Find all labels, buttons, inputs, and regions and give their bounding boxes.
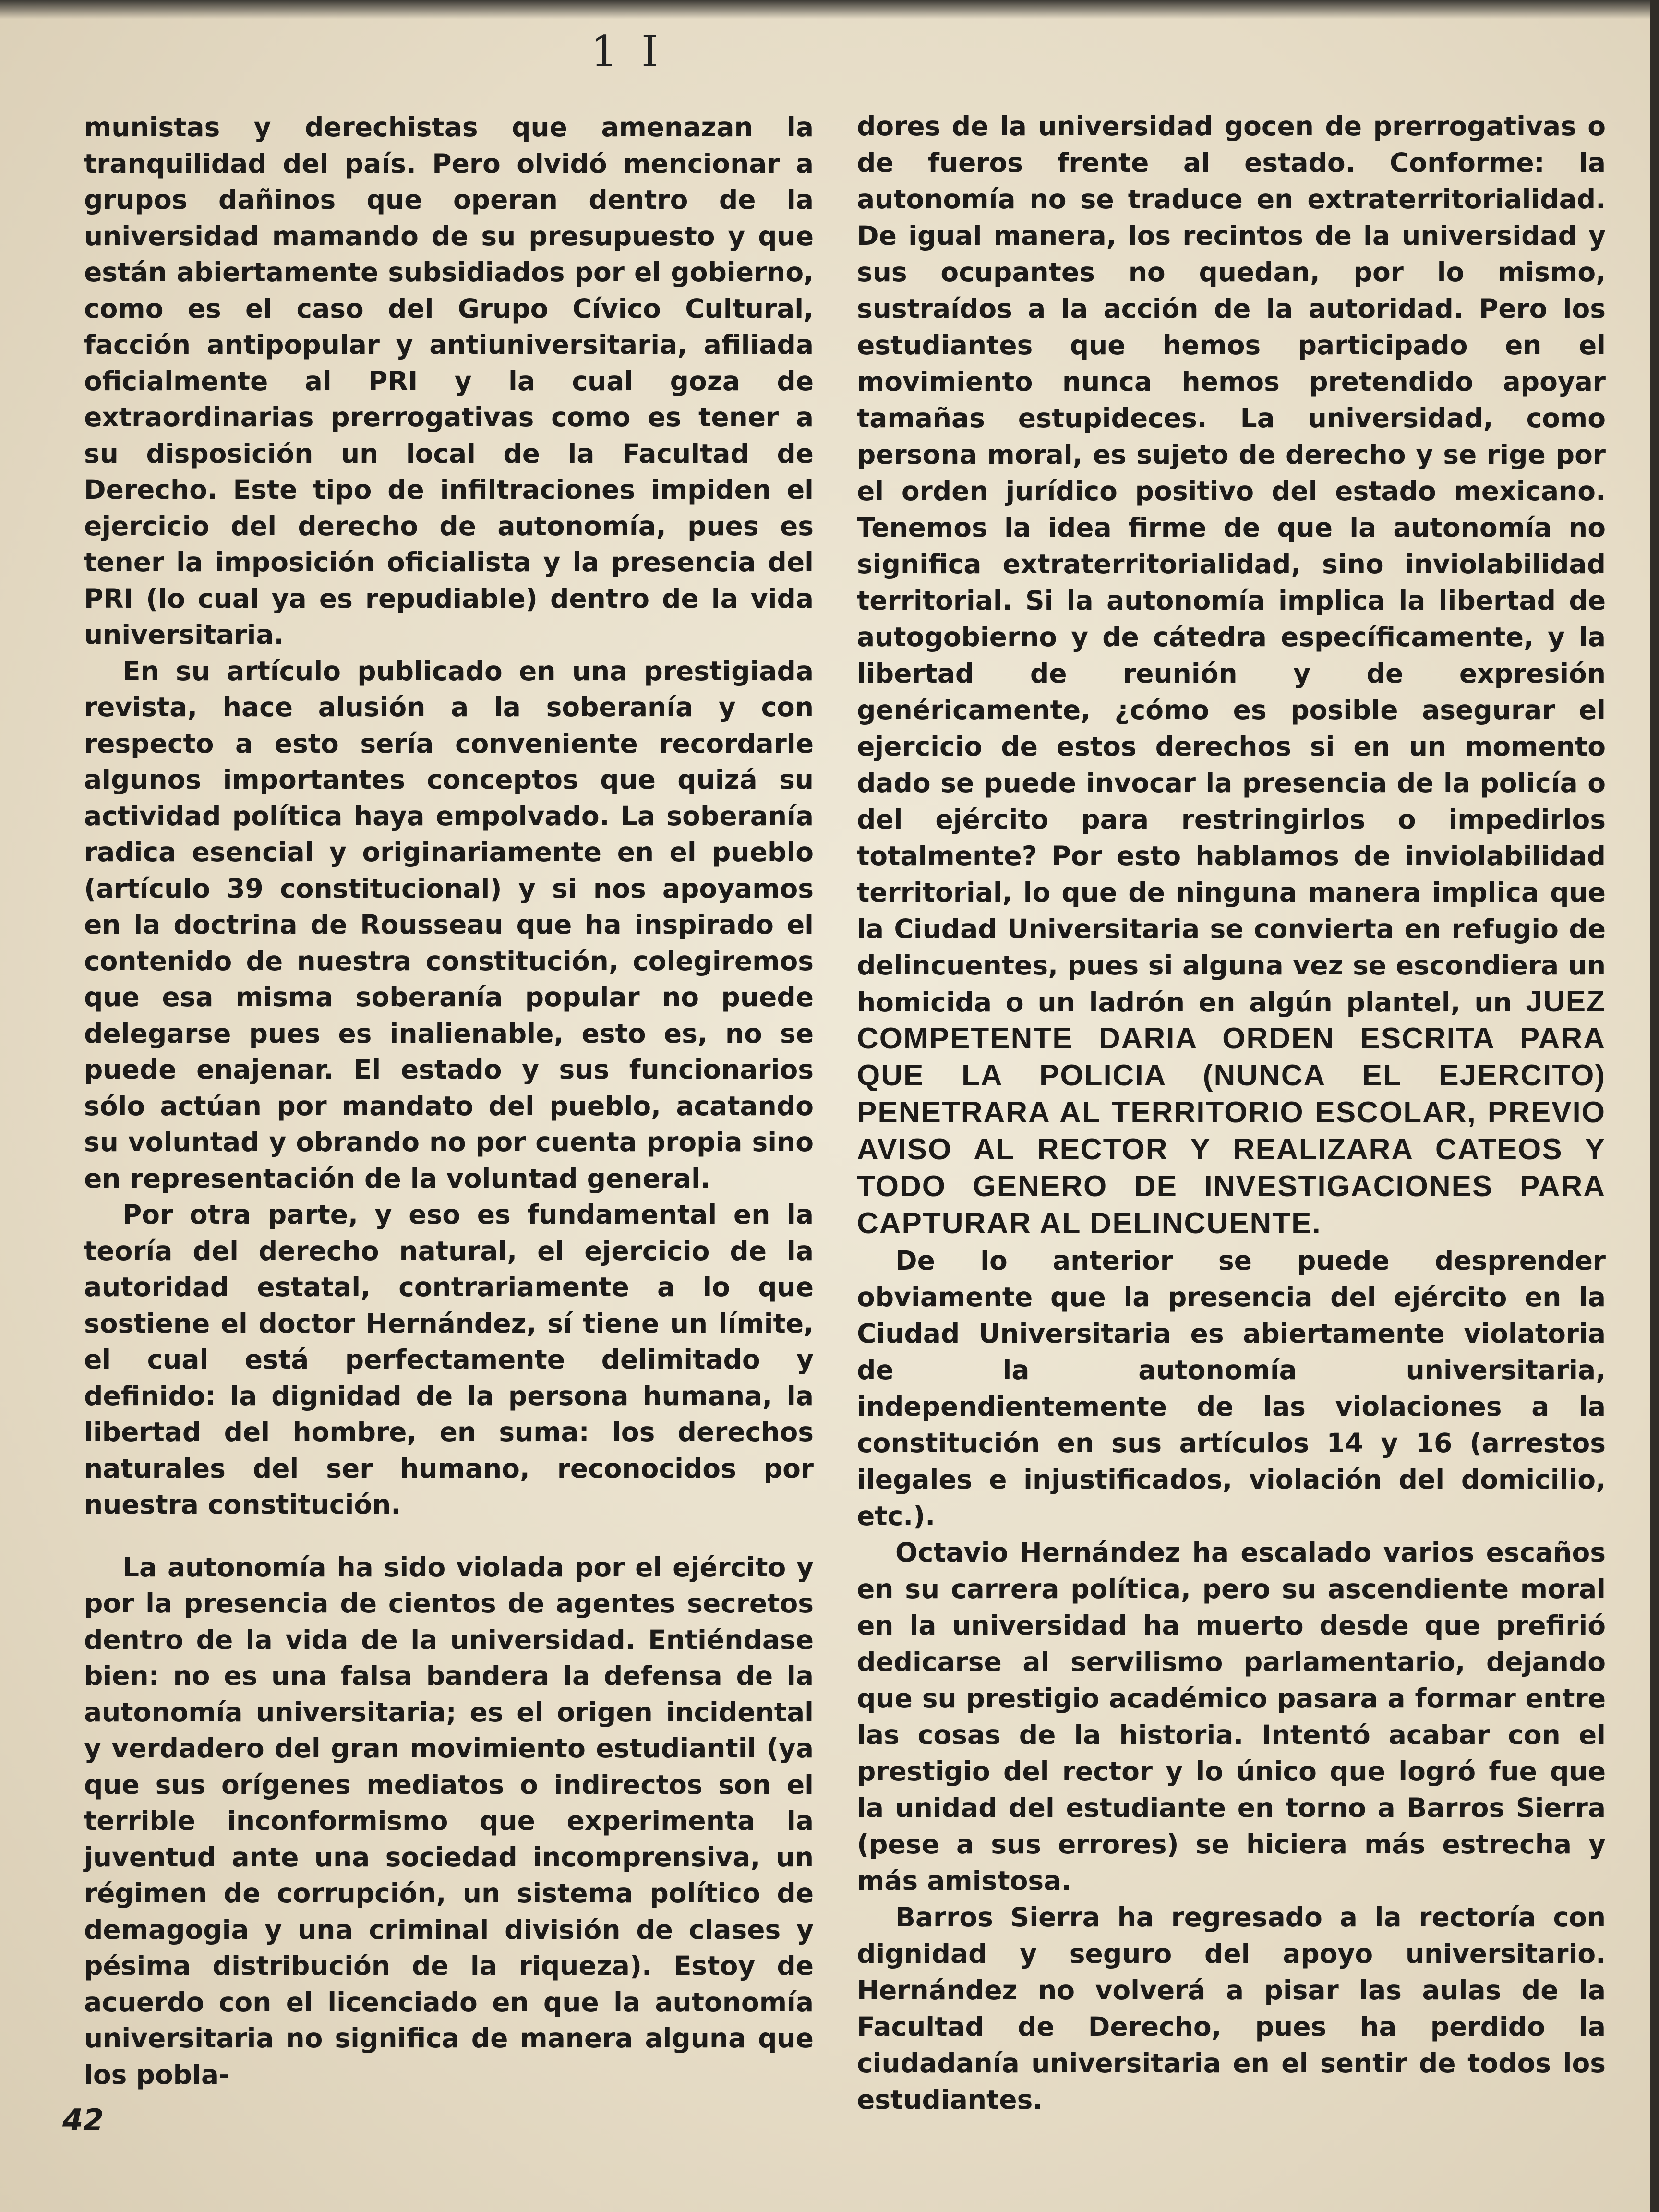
page-top-shadow xyxy=(0,0,1659,19)
right-paragraph-1 xyxy=(857,108,1606,1242)
right-column xyxy=(857,108,1606,2118)
page-edge xyxy=(1650,0,1659,2212)
page-number: 42 xyxy=(62,2103,104,2138)
right-paragraph-1-text: dores de la universidad gocen de prerrogativas o de fueros frente al estado. Conforme: la autonomía no se traduce en extraterritorialidad. De igual manera, los recintos de la universidad y sus ocupantes no quedan, por lo mismo, sustraídos a la acción de la autoridad. Pero los estudiantes que hemos participado en el movimiento nunca hemos pretendido apoyar tamañas estupideces. La universidad, como persona moral, es sujeto de derecho y se rige por el orden jurídico positivo del estado mexicano. Tenemos la idea firme de que la autonomía no significa extraterritorialidad, sino inviolabilidad territorial. Si la autonomía implica la libertad de autogobierno y de cátedra específicamente, y la libertad de reunión y de expresión genéricamente, ¿cómo es posible asegurar el ejercicio de estos derechos si en un momento dado se puede invocar la presencia de la policía o del ejército para restringirlos o impedirlos totalmente? Por esto hablamos de inviolabilidad territorial, lo que de ninguna manera implica que la Ciudad Universitaria se convierta en refugio de delincuentes, pues si alguna vez se escondiera un homicida o un ladrón en algún plantel, un xyxy=(857,111,1606,1018)
left-paragraph-3: Por otra parte, y eso es fundamental en la teoría del derecho natural, el ejercicio de la autoridad estatal, contrariamente a lo que sostiene el doctor Hernández, sí tiene un límite, el cual está perfectamente delimitado y definido: la dignidad de la persona humana, la libertad del hombre, en suma: los derechos naturales del ser humano, reconocidos por nuestra constitución. xyxy=(84,1199,814,1520)
left-paragraph-4: La autonomía ha sido violada por el ejército y por la presencia de cientos de agentes secretos dentro de la vida de la universidad. Entiéndase bien: no es una falsa bandera la defensa de la autonomía universitaria; es el origen incidental y verdadero del gran movimiento estudiantil (ya que sus orígenes mediatos o indirectos son el terrible inconformismo que experimenta la juventud ante una sociedad incomprensiva, un régimen de corrupción, un sistema político de demagogia y una criminal división de clases y pésima distribución de la riqueza). Estoy de acuerdo con el licenciado en que la autonomía universitaria no significa de manera alguna que los pobla- xyxy=(84,1551,814,2090)
right-paragraph-2: De lo anterior se puede desprender obviamente que la presencia del ejército en la Ciudad Universitaria es abiertamente violatoria de la autonomía universitaria, independientemente de las violaciones a la constitución en sus artículos 14 y 16 (arrestos ilegales e injustificados, violación del domicilio, etc.). xyxy=(857,1245,1606,1531)
right-paragraph-1-caps: JUEZ COMPETENTE DARIA ORDEN ESCRITA PARA QUE LA POLICIA (NUNCA EL EJERCITO) PENETRARA AL TERRITORIO ESCOLAR, PREVIO AVISO AL RECTOR Y REALIZARA CATEOS Y TODO GENERO DE INVESTIGACIONES PARA CAPTURAR AL DELINCUENTE. xyxy=(857,985,1606,1240)
header-mark: 1 I xyxy=(590,26,663,77)
left-column xyxy=(84,109,814,2093)
left-paragraph-1: munistas y derechistas que amenazan la tranquilidad del país. Pero olvidó mencionar a grupos dañinos que operan dentro de la universidad mamando de su presupuesto y que están abiertamente subsidiados por el gobierno, como es el caso del Grupo Cívico Cultural, facción antipopular y antiuniversitaria, afiliada oficialmente al PRI y la cual goza de extraordinarias prerrogativas como es tener a su disposición un local de la Facultad de Derecho. Este tipo de infiltraciones impiden el ejercicio del derecho de autonomía, pues es tener la imposición oficialista y la presencia del PRI (lo cual ya es repudiable) dentro de la vida universitaria. xyxy=(84,112,814,650)
right-paragraph-3: Octavio Hernández ha escalado varios escaños en su carrera política, pero su ascendiente moral en la universidad ha muerto desde que prefirió dedicarse al servilismo parlamentario, dejando que su prestigio académico pasara a formar entre las cosas de la historia. Intentó acabar con el prestigio del rector y lo único que logró fue que la unidad del estudiante en torno a Barros Sierra (pese a sus errores) se hiciera más estrecha y más amistosa. xyxy=(857,1537,1606,1896)
right-paragraph-4: Barros Sierra ha regresado a la rectoría con dignidad y seguro del apoyo universitario. Hernández no volverá a pisar las aulas de la Facultad de Derecho, pues ha perdido la ciudadanía universitaria en el sentir de todos los estudiantes. xyxy=(857,1902,1606,2115)
left-paragraph-2: En su artículo publicado en una prestigiada revista, hace alusión a la soberanía y con respecto a esto sería conveniente recordarle algunos importantes conceptos que quizá su actividad política haya empolvado. La soberanía radica esencial y originariamente en el pueblo (artículo 39 constitucional) y si nos apoyamos en la doctrina de Rousseau que ha inspirado el contenido de nuestra constitución, colegiremos que esa misma soberanía popular no puede delegarse pues es inalienable, esto es, no se puede enajenar. El estado y sus funcionarios sólo actúan por mandato del pueblo, acatando su voluntad y obrando no por cuenta propia sino en representación de la voluntad general. xyxy=(84,655,814,1194)
